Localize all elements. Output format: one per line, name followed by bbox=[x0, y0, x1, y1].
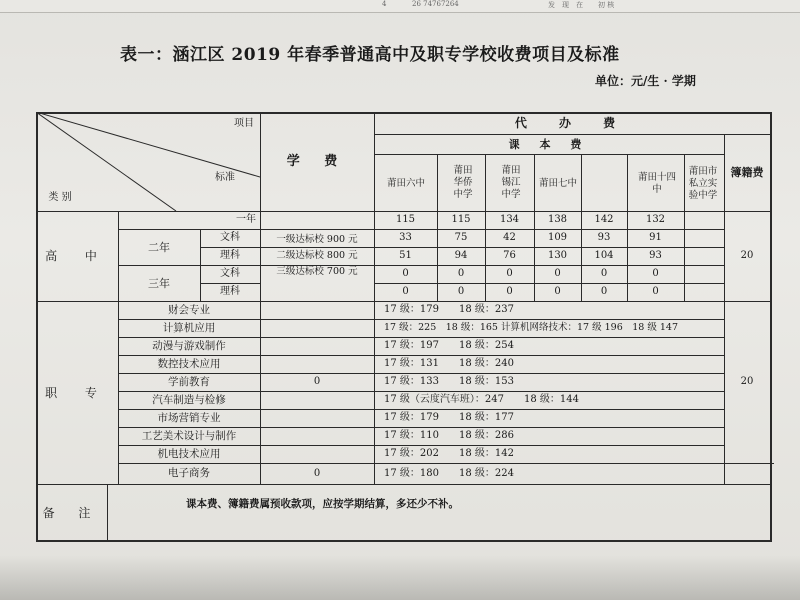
high-school-label: 高 中 bbox=[45, 249, 109, 263]
vocational-register-fee: 20 bbox=[740, 376, 754, 387]
major-fee: 17 级：225 18 级：165 计算机网络技术：17 级 196 18 级 147 bbox=[384, 322, 679, 334]
fee-cell: 104 bbox=[594, 250, 614, 261]
fee-table bbox=[36, 112, 772, 542]
document-title: 表一：涵江区 2019 年春季普通高中及职专学校收费项目及标准 bbox=[120, 45, 620, 65]
major-fee: 17 级：110 18 级：286 bbox=[384, 430, 514, 441]
tuition-level-one: 一级达标校 900 元 bbox=[276, 234, 358, 246]
major-fee: 17 级：202 18 级：142 bbox=[384, 448, 514, 459]
major-name: 计算机应用 bbox=[162, 321, 216, 334]
fee-cell: 75 bbox=[454, 232, 468, 243]
major-fee: 17 级：133 18 级：153 bbox=[384, 376, 514, 387]
school-xijiang: 莆田锡江中学 bbox=[501, 165, 521, 200]
corner-item-label: 项目 bbox=[234, 118, 254, 129]
header-fragment: 现 bbox=[562, 1, 569, 9]
fee-cell: 0 bbox=[506, 286, 513, 297]
fee-cell: 0 bbox=[506, 268, 513, 279]
major-fee: 17 级：197 18 级：254 bbox=[384, 340, 514, 351]
fee-cell: 142 bbox=[594, 214, 614, 225]
grade-two-label: 二年 bbox=[148, 240, 170, 254]
major-fee: 17 级：131 18 级：240 bbox=[384, 358, 514, 369]
fee-cell: 0 bbox=[652, 268, 659, 279]
tuition-level-two: 二级达标校 800 元 bbox=[276, 250, 358, 262]
major-fee: 17 级（云度汽车班）：247 18 级：144 bbox=[384, 394, 579, 405]
fee-cell: 0 bbox=[402, 268, 409, 279]
fee-cell: 0 bbox=[554, 286, 561, 297]
major-name: 电子商务 bbox=[168, 467, 210, 480]
major-name: 机电技术应用 bbox=[157, 447, 221, 460]
fee-cell: 115 bbox=[451, 214, 471, 225]
fee-cell: 93 bbox=[649, 250, 662, 261]
fee-cell: 134 bbox=[499, 214, 520, 225]
unit-label: 单位：元/生 · 学期 bbox=[595, 74, 696, 88]
fee-cell: 42 bbox=[503, 232, 516, 243]
major-name: 学前教育 bbox=[168, 375, 210, 388]
fee-cell: 94 bbox=[454, 250, 468, 261]
major-fee: 17 级：179 18 级：237 bbox=[384, 304, 514, 315]
high-school-register-fee: 20 bbox=[740, 250, 754, 261]
textbook-fee-header: 课 本 费 bbox=[508, 137, 590, 151]
tuition-level-three: 三级达标校 700 元 bbox=[276, 266, 358, 278]
fee-cell: 130 bbox=[547, 250, 568, 261]
corner-category-label: 类 别 bbox=[48, 192, 72, 203]
remarks-label: 备 注 bbox=[42, 506, 101, 520]
fee-cell: 0 bbox=[600, 286, 608, 297]
fee-cell: 93 bbox=[597, 232, 611, 243]
vocational-tuition: 0 bbox=[313, 376, 321, 387]
major-name: 数控技术应用 bbox=[157, 357, 221, 370]
major-fee: 17 级：179 18 级：177 bbox=[384, 412, 514, 423]
fee-cell: 0 bbox=[457, 286, 465, 297]
grade2-arts-label: 文科 bbox=[220, 232, 240, 243]
remarks-text: 课本费、簿籍费属预收款项，应按学期结算，多还少不补。 bbox=[186, 497, 459, 510]
fee-cell: 132 bbox=[645, 214, 666, 225]
top-edge-strip bbox=[0, 0, 800, 13]
header-fragment: 26 74767264 bbox=[412, 0, 459, 8]
header-fragment: 初 核 bbox=[598, 1, 615, 9]
major-fee: 17 级：180 18 级：224 bbox=[384, 467, 514, 479]
fee-cell: 33 bbox=[399, 232, 412, 243]
corner-standard-label: 标准 bbox=[215, 172, 235, 183]
header-fragment: 4 bbox=[382, 0, 387, 8]
fee-cell: 0 bbox=[554, 268, 561, 279]
fee-cell: 91 bbox=[649, 232, 662, 243]
ecommerce-tuition: 0 bbox=[313, 467, 321, 479]
fee-cell: 109 bbox=[547, 232, 568, 243]
grade3-arts-label: 文科 bbox=[220, 268, 240, 279]
major-name: 汽车制造与检修 bbox=[152, 393, 226, 406]
header-fragment: 发 bbox=[548, 1, 555, 9]
grade3-science-label: 理科 bbox=[220, 286, 240, 297]
school-private-experimental: 莆田市私立实验中学 bbox=[688, 166, 718, 201]
agency-fee-header: 代 办 费 bbox=[514, 116, 630, 130]
grade2-science-label: 理科 bbox=[220, 250, 240, 261]
school-huaqiao: 莆田华侨中学 bbox=[453, 165, 473, 200]
grade-three-label: 三年 bbox=[148, 276, 170, 290]
major-name: 工艺美术设计与制作 bbox=[141, 429, 237, 442]
school-qizhong: 莆田七中 bbox=[539, 178, 578, 190]
fee-cell: 0 bbox=[600, 268, 608, 279]
register-fee-header: 簿籍费 bbox=[730, 166, 764, 179]
photo-shadow bbox=[0, 555, 800, 600]
fee-cell: 0 bbox=[652, 286, 659, 297]
fee-cell: 76 bbox=[503, 250, 516, 261]
tuition-header: 学 费 bbox=[286, 154, 348, 169]
grade-one-label: 一年 bbox=[236, 214, 256, 225]
major-name: 财会专业 bbox=[168, 303, 210, 316]
fee-cell: 115 bbox=[395, 214, 416, 225]
school-liuzhong: 莆田六中 bbox=[386, 178, 425, 190]
major-name: 动漫与游戏制作 bbox=[152, 339, 226, 352]
school-shisizhong: 莆田十四中 bbox=[637, 172, 676, 195]
fee-cell: 138 bbox=[547, 214, 568, 225]
fee-cell: 0 bbox=[402, 286, 409, 297]
header-fragment: 在 bbox=[576, 1, 583, 9]
fee-cell: 0 bbox=[457, 268, 465, 279]
major-name: 市场营销专业 bbox=[157, 411, 221, 424]
vocational-label: 职 专 bbox=[45, 385, 109, 400]
fee-cell: 51 bbox=[399, 250, 412, 261]
